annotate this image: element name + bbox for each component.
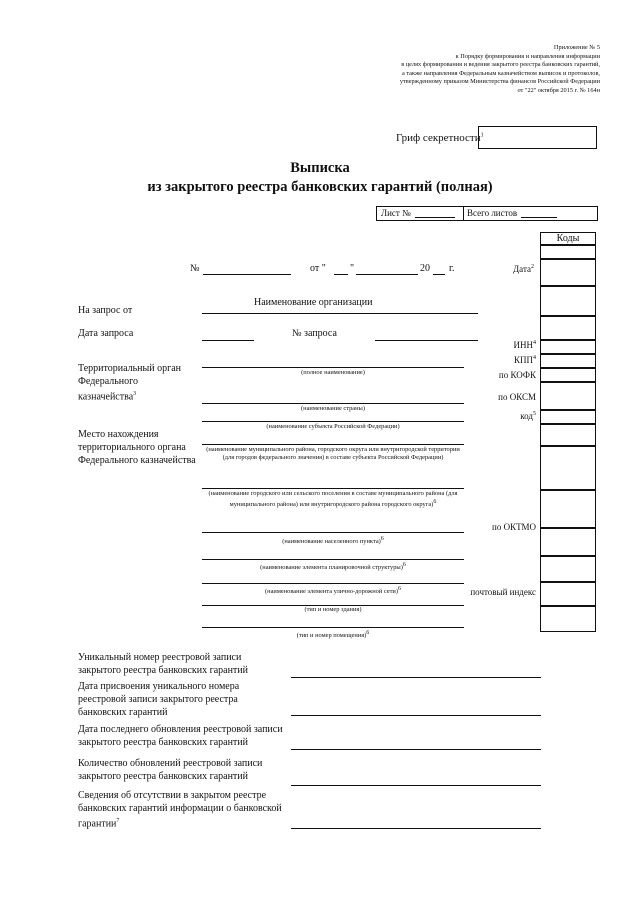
- room-caption-text: (тип и номер помещения): [296, 632, 367, 640]
- field-label-line: банковских гарантий: [78, 707, 168, 718]
- year-suffix: г.: [449, 263, 455, 274]
- request-date-line[interactable]: [202, 340, 254, 341]
- treasury-label-line: казначейства: [78, 391, 134, 403]
- year-prefix: 20: [420, 263, 430, 274]
- secrecy-label-text: Гриф секретности: [396, 132, 481, 144]
- date-label-text: Дата: [513, 264, 531, 274]
- kpp-text: КПП: [513, 355, 533, 365]
- inn-label: [470, 340, 536, 350]
- field-label-line: закрытого реестра банковских гарантий: [78, 665, 248, 676]
- municipal-caption: (наименование муниципального района, городского округа или внутригородской территории (для городов федерального значения) в составе субъекта Российской Федерации): [206, 446, 460, 462]
- footnote-ref: 3: [133, 391, 137, 397]
- country-line[interactable]: [202, 403, 464, 404]
- appendix-line: в целях формирования и ведения закрытого реестра банковских гарантий,: [401, 61, 600, 69]
- field-label-line: банковских гарантий информации о банковской: [78, 803, 282, 814]
- inn-text: ИНН: [513, 340, 533, 350]
- field-label-line: закрытого реестра банковских гарантий: [78, 771, 248, 782]
- code-cell[interactable]: [540, 556, 596, 582]
- field-absence-info-line[interactable]: [291, 828, 541, 829]
- sheet-info: [376, 206, 598, 221]
- footnote-ref: 6: [366, 630, 370, 636]
- postal-label: почтовый индекс: [470, 587, 536, 597]
- codes-header: Коды: [540, 232, 596, 245]
- code-cell[interactable]: [540, 528, 596, 556]
- field-absence-info-label: [78, 789, 293, 830]
- date-label: [480, 264, 534, 274]
- footnote-ref: 2: [531, 264, 534, 270]
- field-unique-number-label: [78, 651, 288, 677]
- field-label-line: Дата присвоения уникального номера: [78, 681, 240, 692]
- code-cell[interactable]: [540, 424, 596, 446]
- month-line[interactable]: [356, 274, 418, 275]
- treasury-label-line: Территориальный орган: [78, 363, 181, 374]
- subject-caption: (наименование субъекта Российской Федерации): [266, 423, 400, 430]
- subject-line[interactable]: [202, 421, 464, 422]
- treasury-name-caption: (полное наименование): [301, 369, 365, 376]
- field-label-line: Сведения об отсутствии в закрытом реестре: [78, 790, 267, 801]
- municipal-line[interactable]: [202, 444, 464, 445]
- footnote-ref: 6: [402, 562, 406, 568]
- code-cell-blank: [540, 245, 596, 259]
- code-cell-oktmo[interactable]: [540, 490, 596, 528]
- location-label-line: Место нахождения: [78, 429, 159, 440]
- planning-line[interactable]: [202, 559, 464, 560]
- org-name-line[interactable]: [202, 313, 478, 314]
- location-label: [78, 428, 196, 467]
- footnote-ref: 6: [397, 586, 401, 592]
- secrecy-label: [396, 132, 484, 144]
- footnote-ref: 1: [480, 132, 484, 139]
- footnote-ref: 6: [433, 499, 437, 506]
- footnote-ref: 5: [533, 411, 536, 417]
- code-cell-subject[interactable]: [540, 410, 596, 424]
- building-caption: (тип и номер здания): [304, 606, 362, 613]
- room-caption: [202, 629, 464, 641]
- oksm-label: по ОКСМ: [498, 392, 536, 402]
- day-line[interactable]: [334, 274, 348, 275]
- code-cell-postal[interactable]: [540, 582, 596, 606]
- room-line[interactable]: [202, 627, 464, 628]
- planning-caption: [202, 561, 464, 573]
- secrecy-box[interactable]: [478, 126, 597, 149]
- total-sheets-label: Всего листов: [467, 208, 518, 218]
- code-label: [470, 411, 536, 421]
- field-last-update-label: [78, 723, 293, 749]
- location-label-line: Федерального казначейства: [78, 455, 196, 466]
- locality-caption: [202, 535, 464, 547]
- treasury-label-line: Федерального: [78, 376, 139, 387]
- code-cell[interactable]: [540, 446, 596, 490]
- field-label-line: Количество обновлений реестровой записи: [78, 758, 263, 769]
- field-assign-date-label: [78, 680, 288, 719]
- locality-caption-text: (наименование населенного пункта): [282, 538, 381, 546]
- field-label-line: закрытого реестра банковских гарантий: [78, 737, 248, 748]
- quote-mark: ": [350, 263, 355, 274]
- settlement-caption: [202, 490, 464, 510]
- appendix-line: утвержденному приказом Министерства финансов Российской Федерации: [399, 78, 600, 86]
- request-number-label: № запроса: [292, 328, 337, 339]
- location-label-line: территориального органа: [78, 442, 186, 453]
- document-title: Выписка: [290, 160, 350, 176]
- footnote-ref: 4: [533, 340, 536, 346]
- settlement-caption-text: (наименование городского или сельского поселения в составе муниципального района (для муниципального района) или внутригородского района городского округа): [208, 490, 458, 509]
- locality-line[interactable]: [202, 532, 464, 533]
- sheet-no-label: Лист №: [381, 208, 411, 218]
- from-label: от ": [310, 263, 326, 274]
- code-cell-oksm[interactable]: [540, 382, 596, 410]
- footnote-ref: 4: [533, 355, 536, 361]
- code-cell-date[interactable]: [540, 259, 596, 286]
- street-caption: [202, 585, 464, 597]
- field-label-line: Уникальный номер реестровой записи: [78, 652, 242, 663]
- code-cell-inn[interactable]: [540, 340, 596, 354]
- code-cell[interactable]: [540, 606, 596, 632]
- appendix-line: от "22" октября 2015 г. № 164н: [517, 86, 600, 94]
- request-number-line[interactable]: [375, 340, 478, 341]
- oktmo-label: по ОКТМО: [492, 522, 536, 532]
- field-last-update-line[interactable]: [291, 749, 541, 750]
- treasury-label: [78, 362, 181, 403]
- field-assign-date-line[interactable]: [291, 715, 541, 716]
- appendix-line: Приложение № 5: [553, 44, 600, 51]
- field-update-count-label: [78, 757, 293, 783]
- footnote-ref: 7: [116, 818, 120, 824]
- document-subtitle: из закрытого реестра банковских гарантий (полная): [147, 179, 493, 195]
- appendix-note: [300, 44, 600, 96]
- footnote-ref: 6: [380, 536, 384, 542]
- appendix-line: а также направления Федеральным казначейством выписок и протоколов,: [401, 69, 600, 77]
- code-cell[interactable]: [540, 316, 596, 340]
- request-date-label: Дата запроса: [78, 328, 134, 339]
- planning-caption-text: (наименование элемента планировочной структуры): [260, 564, 403, 572]
- code-cell-kpp[interactable]: [540, 354, 596, 368]
- number-label: №: [190, 263, 200, 274]
- org-name-label: Наименование организации: [254, 297, 373, 308]
- street-caption-text: (наименование элемента улично-дорожной сети): [265, 588, 398, 596]
- field-label-line: гарантии: [78, 818, 117, 830]
- code-cell[interactable]: [540, 286, 596, 316]
- code-cell-kofk[interactable]: [540, 368, 596, 382]
- request-from-label: На запрос от: [78, 305, 133, 316]
- field-label-line: Дата последнего обновления реестровой записи: [78, 724, 283, 735]
- field-label-line: реестровой записи закрытого реестра: [78, 694, 238, 705]
- treasury-name-line[interactable]: [202, 367, 464, 368]
- number-line[interactable]: [203, 274, 291, 275]
- year-line[interactable]: [433, 274, 445, 275]
- appendix-line: к Порядку формирования и направления информации: [455, 52, 600, 60]
- street-line[interactable]: [202, 583, 464, 584]
- kpp-label: [470, 355, 536, 365]
- field-update-count-line[interactable]: [291, 785, 541, 786]
- kofk-label: по КОФК: [498, 370, 536, 380]
- field-unique-number-line[interactable]: [291, 677, 541, 678]
- country-caption: (наименование страны): [301, 405, 365, 412]
- code-text: код: [520, 411, 533, 421]
- settlement-line[interactable]: [202, 488, 464, 489]
